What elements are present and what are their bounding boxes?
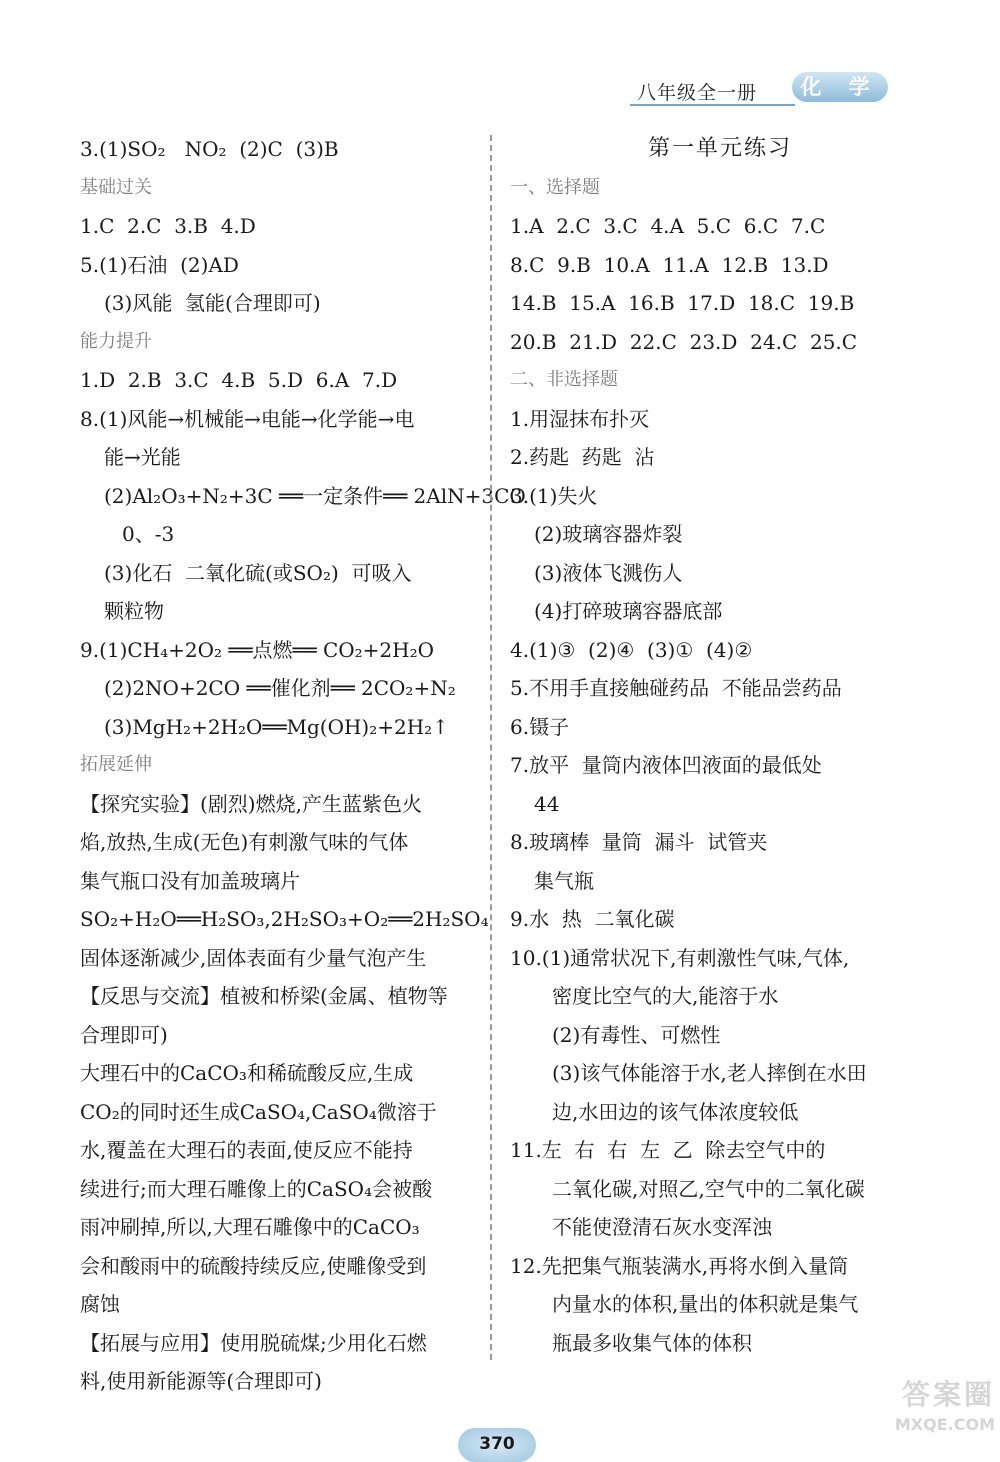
- left-answer-line: 续进行;而大理石雕像上的CaSO₄会被酸: [80, 1176, 433, 1201]
- right-answer-line: 20.B 21.D 22.C 23.D 24.C 25.C: [510, 329, 858, 354]
- left-answer-line: 8.(1)风能→机械能→电能→化学能→电: [80, 406, 415, 431]
- grade-label: 八年级全一册: [637, 82, 758, 104]
- left-answer-line: 3.(1)SO₂ NO₂ (2)C (3)B: [80, 137, 339, 161]
- left-answer-line: 焰,放热,生成(无色)有刺激气味的气体: [80, 830, 409, 854]
- left-answer-line: (3)MgH₂+2H₂O══Mg(OH)₂+2H₂↑: [104, 714, 449, 739]
- left-answer-line: (2)Al₂O₃+N₂+3C ══一定条件══ 2AlN+3CO: [104, 483, 526, 508]
- right-answer-line: 二氧化碳,对照乙,空气中的二氧化碳: [552, 1176, 865, 1201]
- section-heading: 拓展延伸: [80, 754, 152, 775]
- left-answer-column: [80, 130, 526, 1401]
- right-answer-line: (3)该气体能溶于水,老人摔倒在水田: [552, 1061, 867, 1085]
- left-answer-line: (3)风能 氢能(合理即可): [104, 291, 321, 315]
- subject-badge: 化 学: [792, 72, 888, 102]
- left-answer-line: 固体逐渐减少,固体表面有少量气泡产生: [80, 945, 427, 970]
- right-answer-line: 7.放平 量筒内液体凹液面的最低处: [510, 753, 822, 777]
- section-heading: 二、非选择题: [510, 369, 618, 390]
- right-answer-line: (3)液体飞溅伤人: [534, 560, 683, 585]
- right-answer-line: 9.水 热 二氧化碳: [510, 907, 675, 931]
- right-answer-line: 4.(1)③ (2)④ (3)① (4)②: [510, 637, 753, 662]
- right-answer-line: 6.镊子: [510, 714, 570, 739]
- right-answer-line: 密度比空气的大,能溶于水: [552, 984, 779, 1008]
- left-answer-line: (2)2NO+2CO ══催化剂══ 2CO₂+N₂: [104, 676, 456, 700]
- left-answer-line: 9.(1)CH₄+2O₂ ══点燃══ CO₂+2H₂O: [80, 637, 435, 662]
- left-answer-line: 水,覆盖在大理石的表面,使反应不能持: [80, 1138, 413, 1162]
- left-answer-line: 颗粒物: [104, 599, 164, 623]
- left-answer-line: 1.D 2.B 3.C 4.B 5.D 6.A 7.D: [80, 368, 398, 392]
- right-answer-line: 12.先把集气瓶装满水,再将水倒入量筒: [510, 1253, 849, 1278]
- section-heading: 基础过关: [80, 176, 152, 198]
- left-answer-line: 合理即可): [80, 1022, 168, 1047]
- header-rule: [630, 104, 795, 106]
- unit-title: 第一单元练习: [647, 136, 792, 161]
- right-answer-line: 5.不用手直接触碰药品 不能品尝药品: [510, 676, 842, 700]
- right-answer-line: 3.(1)失火: [510, 483, 598, 508]
- left-answer-line: 【探究实验】(剧烈)燃烧,产生蓝紫色火: [80, 791, 422, 816]
- left-answer-line: 腐蚀: [80, 1292, 120, 1316]
- left-answer-line: 1.C 2.C 3.B 4.D: [80, 214, 256, 238]
- right-answer-line: 10.(1)通常状况下,有刺激性气味,气体,: [510, 945, 850, 970]
- left-answer-line: 雨冲刷掉,所以,大理石雕像中的CaCO₃: [80, 1215, 420, 1239]
- right-answer-line: 2.药匙 药匙 沾: [510, 445, 655, 469]
- watermark-url: MXQE.COM: [894, 1415, 995, 1434]
- right-answer-line: (4)打碎玻璃容器底部: [534, 599, 723, 623]
- right-answer-line: 44: [534, 791, 560, 816]
- left-answer-line: 能→光能: [104, 445, 181, 469]
- column-divider: [490, 135, 492, 1360]
- left-answer-line: 集气瓶口没有加盖玻璃片: [80, 868, 300, 893]
- left-answer-line: 料,使用新能源等(合理即可): [80, 1369, 322, 1393]
- left-answer-line: 会和酸雨中的硫酸持续反应,使雕像受到: [80, 1253, 427, 1278]
- left-answer-line: (3)化石 二氧化硫(或SO₂) 可吸入: [104, 560, 412, 585]
- section-heading: 能力提升: [80, 330, 152, 352]
- left-answer-line: 大理石中的CaCO₃和稀硫酸反应,生成: [80, 1061, 414, 1085]
- right-answer-line: 14.B 15.A 16.B 17.D 18.C 19.B: [510, 291, 855, 315]
- right-answer-column: [510, 130, 910, 1362]
- right-answer-line: 不能使澄清石灰水变浑浊: [552, 1215, 772, 1239]
- right-answer-line: (2)玻璃容器炸裂: [534, 522, 683, 546]
- left-answer-line: SO₂+H₂O══H₂SO₃,2H₂SO₃+O₂══2H₂SO₄: [80, 907, 489, 931]
- right-answer-line: 集气瓶: [534, 868, 594, 893]
- right-answer-line: 8.玻璃棒 量筒 漏斗 试管夹: [510, 830, 768, 854]
- right-answer-line: 1.A 2.C 3.C 4.A 5.C 6.C 7.C: [510, 214, 826, 238]
- page-number: 370: [458, 1428, 536, 1462]
- right-answer-line: (2)有毒性、可燃性: [552, 1022, 721, 1047]
- right-answer-line: 瓶最多收集气体的体积: [552, 1330, 752, 1355]
- right-answer-line: 1.用湿抹布扑灭: [510, 406, 650, 431]
- left-answer-line: 【拓展与应用】使用脱硫煤;少用化石燃: [80, 1330, 427, 1355]
- watermark-logo: [800, 1380, 995, 1448]
- right-answer-line: 11.左 右 右 左 乙 除去空气中的: [510, 1138, 826, 1162]
- left-answer-line: 5.(1)石油 (2)AD: [80, 252, 239, 277]
- left-answer-line: CO₂的同时还生成CaSO₄,CaSO₄微溶于: [80, 1099, 437, 1124]
- left-answer-line: 【反思与交流】植被和桥梁(金属、植物等: [80, 984, 448, 1008]
- watermark-title: 答案圈: [901, 1378, 995, 1411]
- section-heading: 一、选择题: [510, 176, 600, 198]
- right-answer-line: 8.C 9.B 10.A 11.A 12.B 13.D: [510, 252, 829, 277]
- left-answer-line: 0、-3: [122, 522, 175, 546]
- right-answer-line: 边,水田边的该气体浓度较低: [552, 1099, 799, 1124]
- right-answer-line: 内量水的体积,量出的体积就是集气: [552, 1292, 859, 1316]
